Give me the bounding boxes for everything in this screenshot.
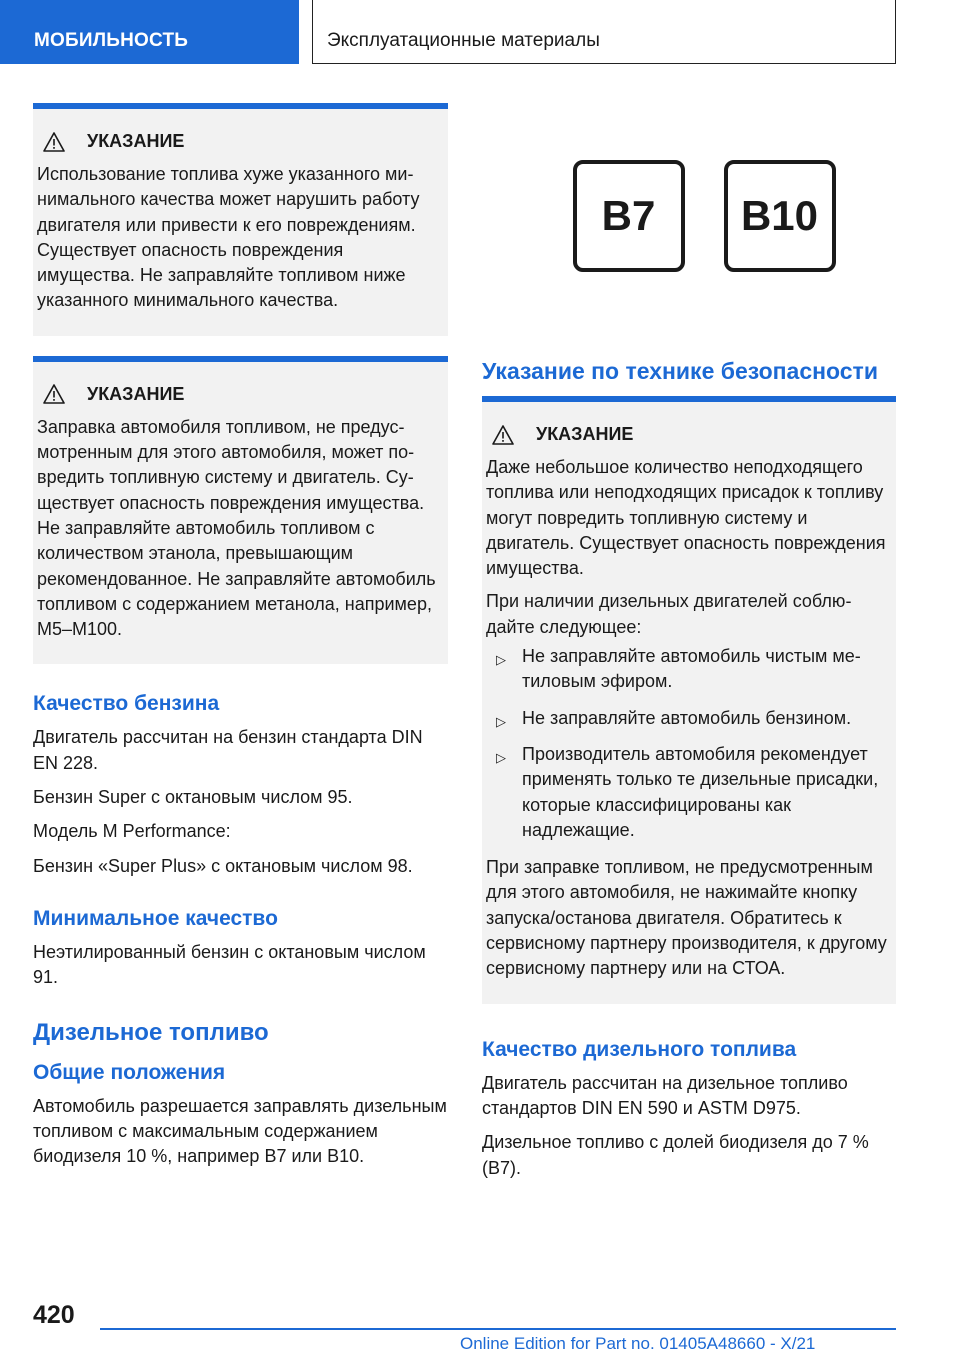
- list-item-text: Производитель автомобиля рекомендует применять только те дизельные присадки, которые классифицированы как надлежащие.: [522, 743, 879, 840]
- page-number: 420: [33, 1301, 75, 1329]
- list-item: [482, 706, 892, 731]
- warning-box-diesel: [482, 396, 896, 1004]
- bullet-triangle-icon: ▷: [496, 652, 506, 668]
- left-column: [33, 103, 448, 1178]
- right-column-body: [482, 396, 896, 1190]
- warning-text: При заправке топливом, не предусмотренным для этого автомобиля, не нажимайте кнопку запуска/останова двигателя. Обратитесь к сервисному партнеру производителя, к другому сервисному партнеру или на СТОА.: [486, 857, 887, 979]
- warning-text: При наличии дизельных двигателей соблюдайте следующее:: [486, 591, 852, 637]
- warning-title: [33, 131, 444, 152]
- paragraph: Дизельное топливо с долей биодизеля до 7 % (B7).: [482, 1132, 869, 1178]
- bullet-triangle-icon: ▷: [496, 713, 506, 729]
- warning-triangle-icon: [43, 384, 65, 404]
- warning-label: УКАЗАНИЕ: [87, 383, 185, 404]
- warning-text: Заправка автомобиля топливом, не предусмотренным для этого автомобиля, может повредить топливную систему и двигатель. Существует опасность повреждения имущества. Не заправляйте автомобиль топливом с количеством этанола, превышающим рекомендованное. Не заправляйте автомобиль топливом с содержанием метанола, например, M5–M100.: [37, 416, 436, 640]
- fuel-sign-b10: B10: [724, 160, 836, 272]
- list-item: [482, 742, 892, 843]
- paragraph: Автомобиль разрешается заправлять дизельным топливом с максимальным содержанием биодизеля 10 %, например B7 или B10.: [33, 1095, 447, 1167]
- footer-divider: [100, 1328, 896, 1330]
- paragraph: Двигатель рассчитан на бензин стандарта DIN EN 228.: [33, 727, 423, 773]
- heading-petrol-quality: Качество бензина: [33, 692, 220, 716]
- list-item: [482, 644, 892, 695]
- paragraph: Модель M Performance:: [33, 821, 231, 842]
- warning-box-fuel-quality: [33, 103, 448, 336]
- list-item-text: Не заправляйте автомобиль чистым метиловым эфиром.: [522, 646, 861, 692]
- section-tab: МОБИЛЬНОСТЬ: [0, 0, 299, 64]
- heading-safety: Указание по технике безопасности: [482, 358, 878, 384]
- paragraph: Неэтилированный бензин с октановым числом 91.: [33, 941, 426, 988]
- right-column: [482, 160, 896, 294]
- fuel-sign-b7: B7: [573, 160, 685, 272]
- warning-label: УКАЗАНИЕ: [87, 131, 185, 151]
- heading-general: Общие положения: [33, 1060, 226, 1084]
- fuel-sign-group: [512, 160, 896, 294]
- warning-label: УКАЗАНИЕ: [536, 424, 634, 444]
- paragraph: Двигатель рассчитан на дизельное топливо стандартов DIN EN 590 и ASTM D975.: [482, 1072, 848, 1118]
- warning-text: Использование топлива хуже указанного минимального качества может нарушить работу двигателя или привести к его повреждениям. Существует опасность повреждения имущества. Не заправляйте топливом ниже указанного минимального качества.: [37, 164, 420, 311]
- heading-diesel: Дизельное топливо: [33, 1018, 269, 1046]
- footer-edition: Online Edition for Part no. 01405A48660 - X/21: [460, 1334, 816, 1353]
- paragraph: Бензин «Super Plus» с октановым числом 98.: [33, 855, 413, 876]
- chapter-title: Эксплуатационные материалы: [312, 0, 896, 64]
- warning-triangle-icon: [492, 425, 514, 445]
- warning-title: [482, 424, 892, 445]
- warning-triangle-icon: [43, 132, 65, 152]
- warning-text: Даже небольшое количество неподходящего топлива или неподходящих присадок к топливу могут повредить топливную систему и двигатель. Существует опасность повреждения имущества.: [486, 457, 886, 579]
- warning-title: [33, 384, 444, 405]
- bullet-triangle-icon: ▷: [496, 749, 506, 765]
- warning-box-ethanol: [33, 356, 448, 665]
- bullet-list: [482, 644, 892, 843]
- heading-diesel-quality: Качество дизельного топлива: [482, 1037, 797, 1061]
- list-item-text: Не заправляйте автомобиль бензином.: [522, 707, 852, 728]
- heading-min-quality: Минимальное качество: [33, 906, 278, 930]
- paragraph: Бензин Super с октановым числом 95.: [33, 787, 353, 808]
